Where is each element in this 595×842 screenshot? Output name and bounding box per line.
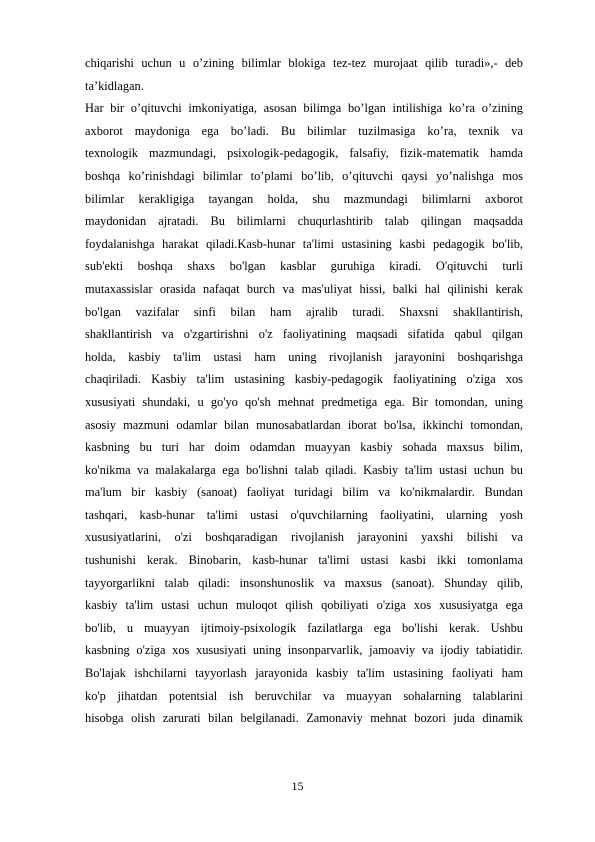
text-line: Bo'lajak ishchilarni tayyorlash jarayonida kasbiy ta'lim ustasining faoliyati ham (85, 666, 523, 681)
text-line: xususiyati shundaki, u go'yo qo'sh mehnat predmetiga ega. Bir tomondan, uning (85, 394, 523, 409)
text-line: Har bir o’qituvchi imkoniyatiga, asosan bilimga bo’lgan intilishiga ko’ra o’zining (85, 101, 523, 116)
text-line: asosiy mazmuni odamlar bilan munosabatlardan iborat bo'lsa, ikkinchi tomondan, (85, 417, 523, 432)
text-line: ma'lum bir kasbiy (sanoat) faoliyat turidagi bilim va ko'nikmalardir. Bundan (85, 485, 523, 500)
text-line: chiqarishi uchun u o’zining bilimlar blokiga tez-tez murojaat qilib turadi»,- deb (85, 56, 523, 70)
text-line: boshqa ko’rinishdagi bilimlar to’plami bo’lib, o’qituvchi qaysi yo’nalishga mos (85, 168, 523, 183)
text-line: bilimlar kerakligiga tayangan holda, shu mazmundagi bilimlarni axborot (85, 191, 523, 206)
text-line: ko'p jihatdan potentsial ish beruvchilar va muayyan sohalarning talablarini (85, 688, 523, 703)
text-line: kasbiy ta'lim ustasi uchun muloqot qilish qobiliyati o'ziga xos xususiyatga ega (85, 598, 523, 613)
text-line: kasbning o'ziga xos xususiyati uning insonparvarlik, jamoaviy va ijodiy tabiatidir. (85, 643, 523, 658)
text-line: shakllantirish va o'zgartirishni o'z faoliyatining maqsadi sifatida qabul qilgan (85, 327, 523, 342)
text-line: bo'lgan vazifalar sinfi bilan ham ajralib turadi. Shaxsni shakllantirish, (85, 304, 523, 319)
text-line: ko'nikma va malakalarga ega bo'lishni talab qiladi. Kasbiy ta'lim ustasi uchun bu (85, 462, 523, 477)
text-line: holda, kasbiy ta'lim ustasi ham uning rivojlanish jarayonini boshqarishga (85, 349, 523, 364)
text-line: mutaxassislar orasida nafaqat burch va mas'uliyat hissi, balki hal qilinishi kerak (85, 281, 523, 296)
text-line: tayyorgarlikni talab qiladi: insonshunoslik va maxsus (sanoat). Shunday qilib, (85, 575, 523, 590)
text-line: foydalanishga harakat qiladi.Kasb-hunar ta'limi ustasining kasbi pedagogik bo'lib, (85, 236, 523, 251)
text-line: maydonidan ajratadi. Bu bilimlarni chuqurlashtirib talab qilingan maqsadda (85, 214, 523, 229)
text-line: hisobga olish zarurati bilan belgilanadi. Zamonaviy mehnat bozori juda dinamik (85, 711, 523, 726)
text-line: axborot maydoniga ega bo’ladi. Bu bilimlar tuzilmasiga ko’ra, texnik va (85, 123, 523, 138)
text-line: sub'ekti boshqa shaxs bo'lgan kasblar guruhiga kiradi. O'qituvchi turli (85, 259, 523, 274)
text-line: chaqiriladi. Kasbiy ta'lim ustasining kasbiy-pedagogik faoliyatining o'ziga xos (85, 372, 523, 387)
text-line: xususiyatlarini, o'zi boshqaradigan rivojlanish jarayonini yaxshi bilishi va (85, 530, 523, 545)
document-body (85, 52, 523, 730)
text-line: ta’kidlagan. (85, 78, 144, 93)
text-line: tushunishi kerak. Binobarin, kasb-hunar ta'limi ustasi kasbi ikki tomonlama (85, 553, 523, 568)
text-line: texnologik mazmundagi, psixologik-pedagogik, falsafiy, fizik-matematik hamda (85, 146, 523, 161)
text-line: bo'lib, u muayyan ijtimoiy-psixologik fazilatlarga ega bo'lishi kerak. Ushbu (85, 620, 523, 635)
text-line: kasbning bu turi har doim odamdan muayyan kasbiy sohada maxsus bilim, (85, 440, 523, 455)
text-line: tashqari, kasb-hunar ta'limi ustasi o'quvchilarning faoliyatini, ularning yosh (85, 507, 523, 522)
page-number: 15 (291, 779, 304, 793)
